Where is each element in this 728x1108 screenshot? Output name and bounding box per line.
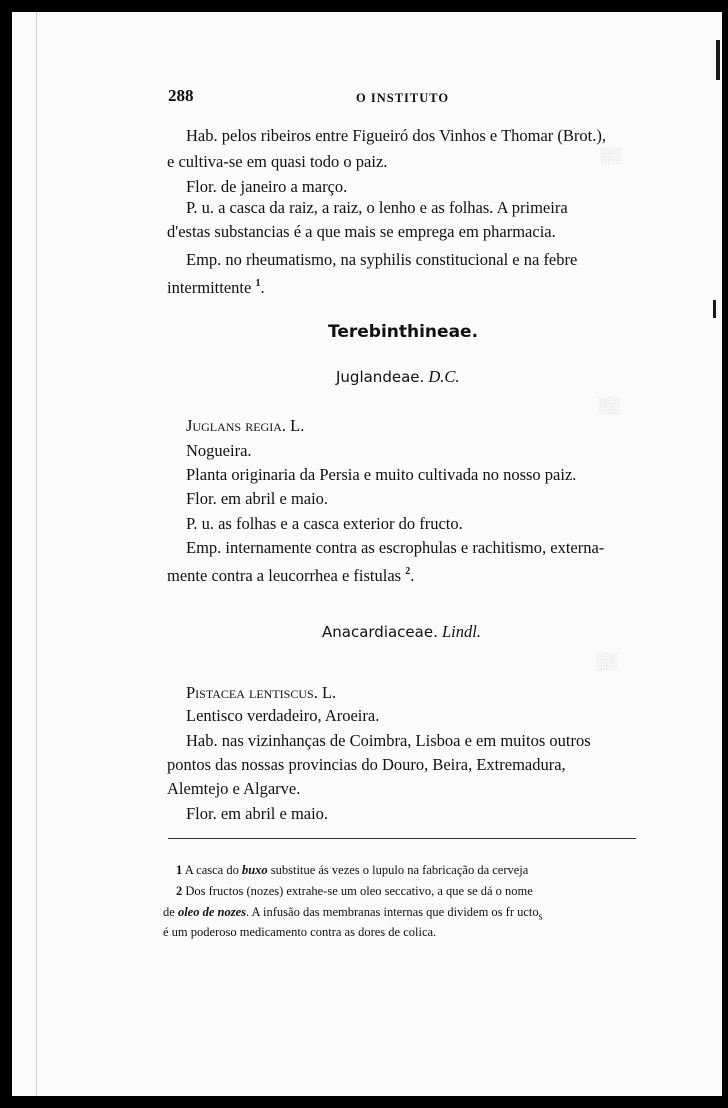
text-line: P. u. as folhas e a casca exterior do fructo. [186, 514, 463, 533]
species-name: Juglans regia [186, 416, 282, 435]
footnote-italic: oleo de nozes [177, 905, 246, 919]
text-line: Emp. internamente contra as escrophulas e rachitismo, externa- [186, 538, 605, 557]
footnote-text: Dos fructos (nozes) extrahe-se um oleo seccativo, a que se dá o nome [185, 884, 533, 898]
page-number: 288 [168, 86, 194, 105]
text-line: Nogueira. [186, 441, 252, 460]
footnote-ref: 1 [255, 278, 261, 289]
footnote-number: 2 [176, 884, 183, 898]
text-fragment: intermittente [167, 278, 252, 297]
footnote-number: 1 [176, 863, 183, 877]
bleedthrough: ░░ [596, 654, 618, 670]
footnote-text: s [538, 911, 543, 923]
text-line: Hab. nas vizinhanças de Coimbra, Lisboa e em muitos outros [186, 731, 591, 750]
family-title [322, 622, 481, 642]
text-line: Hab. pelos ribeiros entre Figueiró dos Vinhos e Thomar (Brot.), [186, 126, 606, 145]
tribe-name: Juglandeae. [336, 368, 425, 386]
text-fragment: mente contra a leucorrhea e fistulas [167, 566, 402, 585]
text-line: Emp. no rheumatismo, na syphilis constitucional e na febre [186, 250, 578, 269]
footnote-text: . A infusão das membranas internas que dividem os fr ucto [246, 905, 539, 919]
footnote-rule [168, 838, 636, 839]
footnote-text: A casca do [184, 863, 242, 877]
text-fragment: . [260, 278, 265, 297]
footnote-ref: 2 [405, 566, 411, 577]
tribe-author: D.C. [428, 367, 460, 386]
text-line: P. u. a casca da raiz, a raiz, o lenho e as folhas. A primeira [186, 198, 568, 217]
bleedthrough: ░░ [600, 148, 622, 164]
footnote: é um poderoso medicamento contra as dores de colica. [163, 925, 437, 939]
text-line [167, 562, 414, 586]
footnote-text: substitue ás vezes o lupulo na fabricação da cerveja [267, 863, 529, 877]
text-line: Planta originaria da Persia e muito cultivada no nosso paiz. [186, 465, 577, 484]
text-line: Lentisco verdadeiro, Aroeira. [186, 706, 380, 725]
species-author: . L. [281, 416, 305, 435]
footnote-italic: buxo [241, 863, 268, 877]
text-line: Flor. em abril e maio. [186, 489, 329, 508]
text-line: pontos das nossas provincias do Douro, Beira, Extremadura, [167, 755, 566, 774]
text-line: Flor. em abril e maio. [186, 804, 329, 823]
family-title: Terebinthineae. [328, 322, 479, 342]
tribe-title [336, 367, 460, 387]
text-line [167, 274, 265, 298]
running-title: O INSTITUTO [356, 91, 450, 105]
family-name: Anacardiaceae. [322, 623, 438, 641]
text-line: Alemtejo e Algarve. [167, 779, 301, 798]
text-fragment: . [410, 566, 415, 585]
text-line: d'estas substancias é a que mais se emprega em pharmacia. [167, 222, 556, 241]
species-author: . L. [313, 683, 337, 702]
text-line: e cultiva-se em quasi todo o paiz. [167, 152, 388, 171]
footnote-text: de [163, 905, 178, 919]
family-author: Lindl. [441, 622, 481, 641]
footnote [176, 882, 533, 900]
scan-mark [716, 40, 720, 80]
scan-mark [713, 300, 716, 318]
species-name: Pistacea lentiscus [186, 683, 314, 702]
footnote [176, 861, 528, 879]
text-line: Flor. de janeiro a março. [186, 177, 348, 196]
species-heading [186, 683, 336, 703]
species-heading [186, 416, 304, 436]
bleedthrough: ░░ [598, 398, 620, 414]
